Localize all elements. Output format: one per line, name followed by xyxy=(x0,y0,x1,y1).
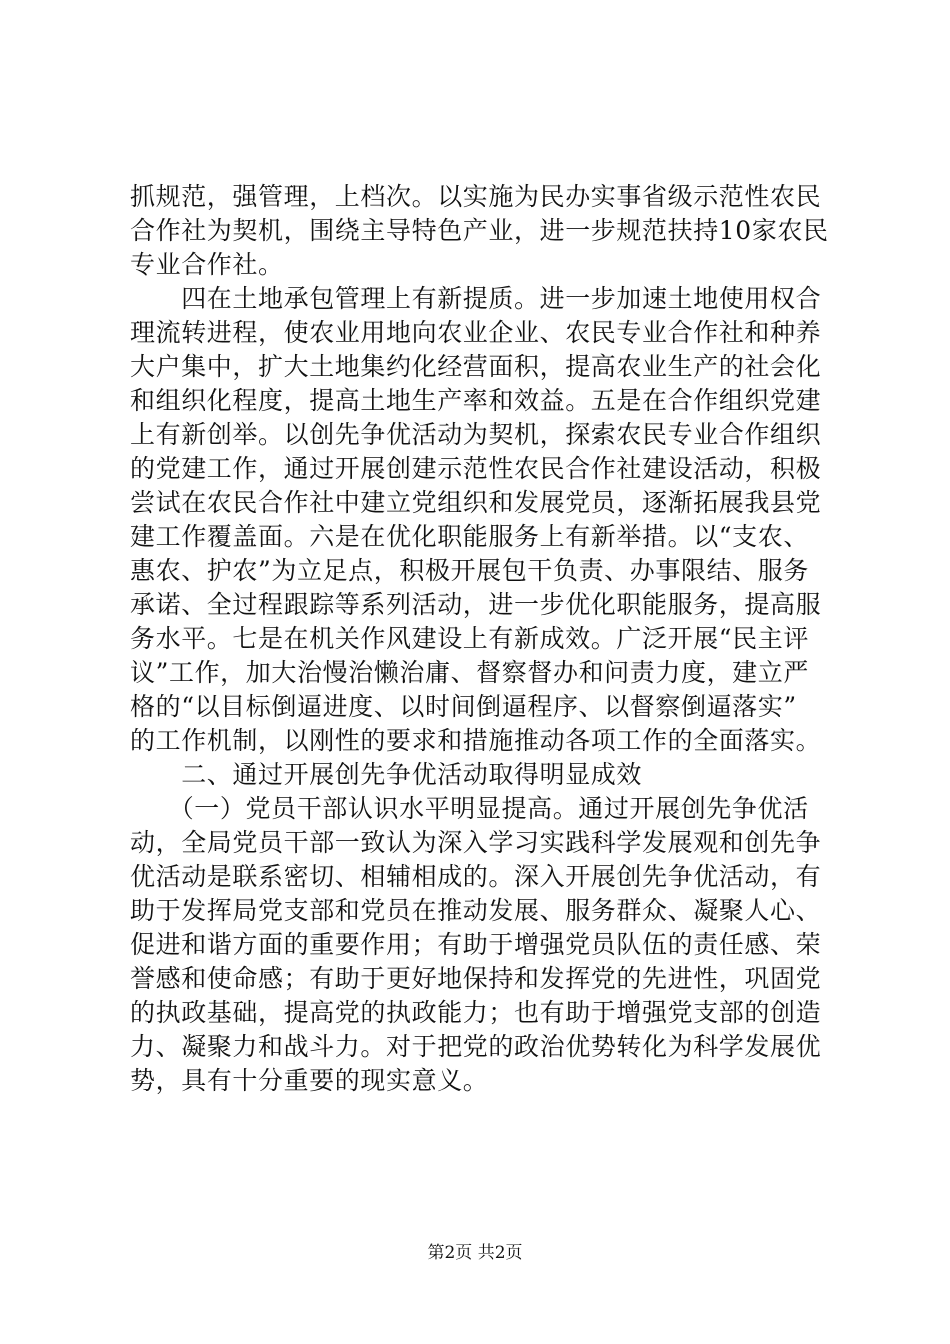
body-text-line: 议”工作，加大治慢治懒治庸、督察督办和问责力度，建立严 xyxy=(130,658,809,687)
body-text-line: 和组织化程度，提高土地生产率和效益。五是在合作组织党建 xyxy=(130,386,822,415)
body-text-line: 尝试在农民合作社中建立党组织和发展党员，逐渐拓展我县党 xyxy=(130,488,822,517)
body-text-line: 专业合作社。 xyxy=(130,250,284,279)
body-text-line: 格的“以目标倒逼进度、以时间倒逼程序、以督察倒逼落实” xyxy=(130,692,797,721)
body-text-line: 的执政基础，提高党的执政能力；也有助于增强党支部的创造 xyxy=(130,998,822,1027)
body-text-line: 的工作机制，以刚性的要求和措施推动各项工作的全面落实。 xyxy=(130,726,822,755)
body-text-line: 上有新创举。以创先争优活动为契机，探索农民专业合作组织 xyxy=(130,420,822,449)
section-heading: 二、通过开展创先争优活动取得明显成效 xyxy=(130,760,643,789)
body-text-line: 势，具有十分重要的现实意义。 xyxy=(130,1066,489,1095)
body-text-line: 动，全局党员干部一致认为深入学习实践科学发展观和创先争 xyxy=(130,828,822,857)
body-text-line: 抓规范，强管理，上档次。以实施为民办实事省级示范性农民 xyxy=(130,182,822,211)
body-text-line: 优活动是联系密切、相辅相成的。深入开展创先争优活动，有 xyxy=(130,862,822,891)
body-text-line: 的党建工作，通过开展创建示范性农民合作社建设活动，积极 xyxy=(130,454,822,483)
body-text-line: 建工作覆盖面。六是在优化职能服务上有新举措。以“支农、 xyxy=(130,522,809,551)
body-text-line: 惠农、护农”为立足点，积极开展包干负责、办事限结、服务 xyxy=(130,556,809,585)
body-text-line: 理流转进程，使农业用地向农业企业、农民专业合作社和种养 xyxy=(130,318,822,347)
body-text-line: 力、凝聚力和战斗力。对于把党的政治优势转化为科学发展优 xyxy=(130,1032,822,1061)
body-text-line: 务水平。七是在机关作风建设上有新成效。广泛开展“民主评 xyxy=(130,624,809,653)
body-text-line: 助于发挥局党支部和党员在推动发展、服务群众、凝聚人心、 xyxy=(130,896,822,925)
body-text-line: 大户集中，扩大土地集约化经营面积，提高农业生产的社会化 xyxy=(130,352,822,381)
body-text-line: 合作社为契机，围绕主导特色产业，进一步规范扶持10家农民 xyxy=(130,216,829,245)
body-text-line: 四在土地承包管理上有新提质。进一步加速土地使用权合 xyxy=(130,284,822,313)
page-number-footer: 第2页 共2页 xyxy=(427,1243,523,1263)
body-text-line: 誉感和使命感；有助于更好地保持和发挥党的先进性，巩固党 xyxy=(130,964,822,993)
body-text-line: （一）党员干部认识水平明显提高。通过开展创先争优活 xyxy=(130,794,809,823)
body-text-line: 承诺、全过程跟踪等系列活动，进一步优化职能服务，提高服 xyxy=(130,590,822,619)
body-text-line: 促进和谐方面的重要作用；有助于增强党员队伍的责任感、荣 xyxy=(130,930,822,959)
